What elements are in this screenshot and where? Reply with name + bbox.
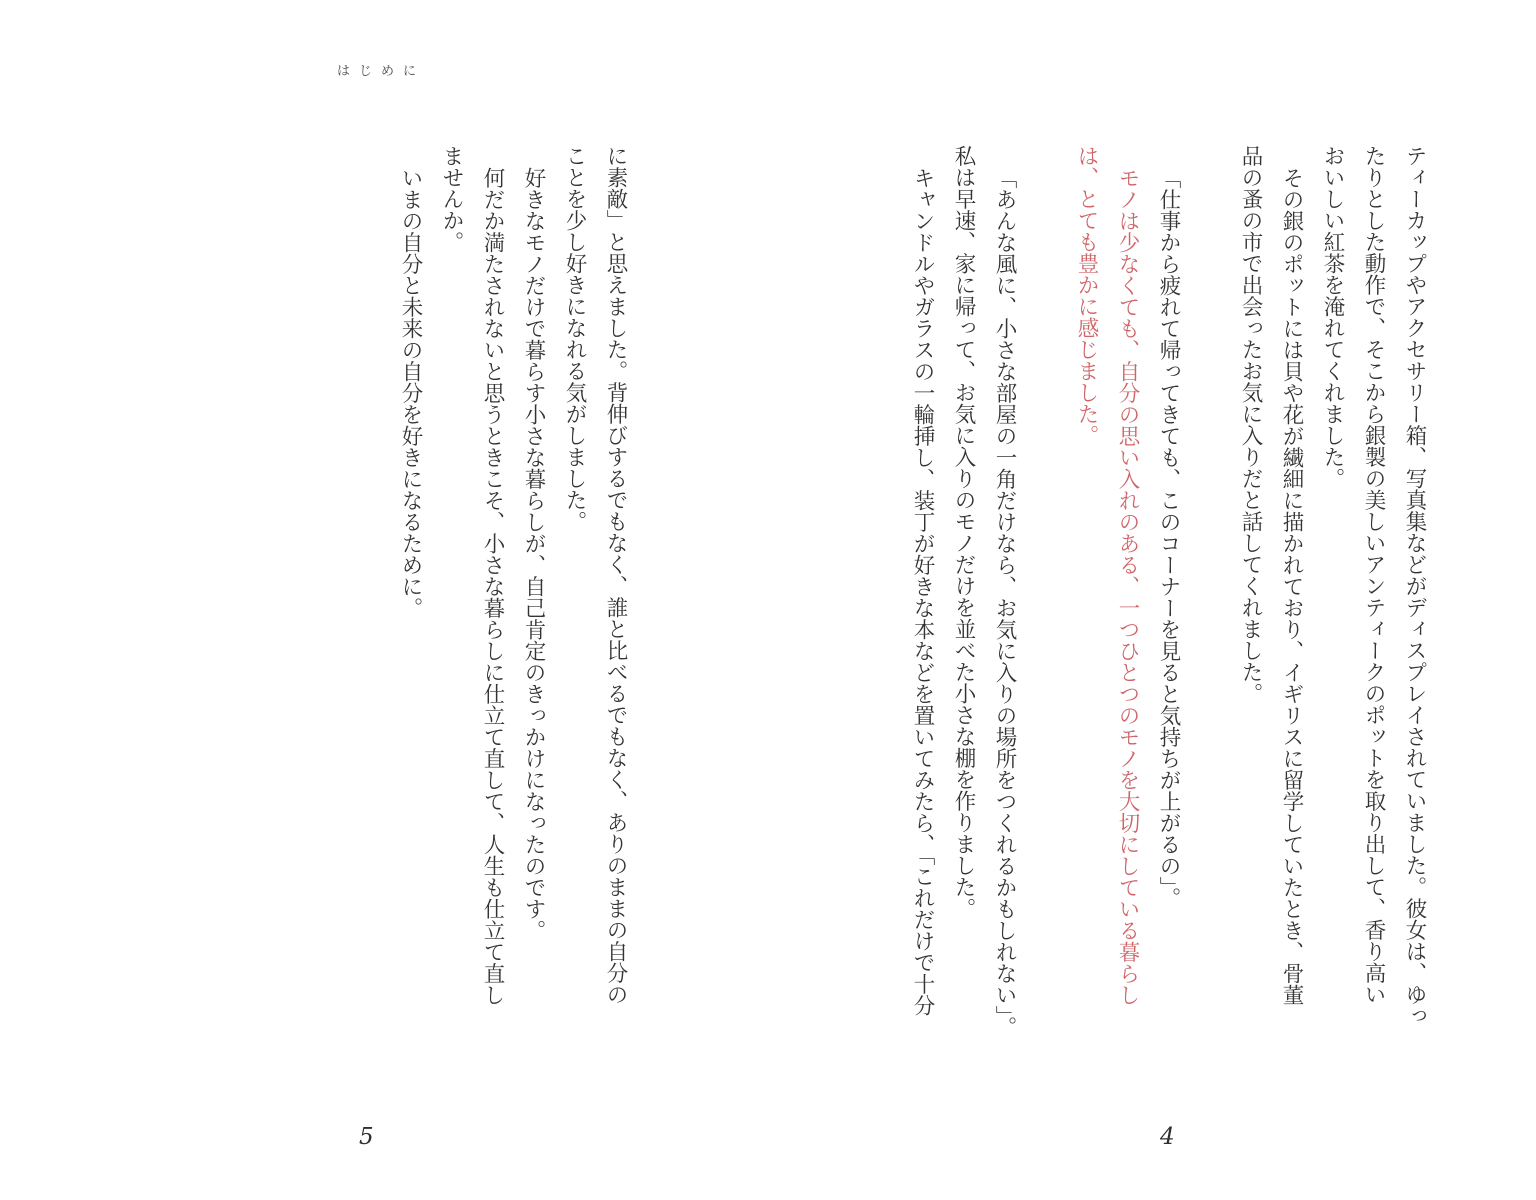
text-column: は、とても豊かに感じました。 (1075, 145, 1099, 446)
text-column: 私は早速、家に帰って、お気に入りのモノだけを並べた小さな棚を作りました。 (952, 145, 976, 919)
text-column: 好きなモノだけで暮らす小さな暮らしが、自己肯定のきっかけになったのです。 (522, 166, 546, 941)
text-column: おいしい紅茶を淹れてくれました。 (1321, 145, 1345, 489)
text-column: 「仕事から疲れて帰ってきても、このコーナーを見ると気持ちが上がるの」。 (1157, 166, 1181, 909)
text-column: 品の蚤の市で出会ったお気に入りだと話してくれました。 (1239, 145, 1263, 704)
right-page-text (902, 145, 1435, 1045)
text-column: 「あんな風に、小さな部屋の一角だけなら、お気に入りの場所をつくれるかもしれない」。 (993, 166, 1017, 1038)
text-column: キャンドルやガラスの一輪挿し、装丁が好きな本などを置いてみたら、「これだけで十分 (911, 166, 935, 1016)
page-number-right: 4 (1160, 1124, 1175, 1150)
left-page-text (390, 145, 636, 1045)
running-header: はじめに (337, 63, 426, 78)
text-column: その銀のポットには貝や花が繊細に描かれており、イギリスに留学していたとき、骨董 (1280, 166, 1304, 1005)
text-column: に素敵」と思えました。背伸びするでもなく、誰と比べるでもなく、ありのままの自分の (604, 145, 628, 1005)
text-column: たりとした動作で、そこから銀製の美しいアンティークのポットを取り出して、香り高い (1362, 145, 1386, 1005)
text-column: ませんか。 (440, 145, 464, 253)
text-column: 何だか満たされないと思うときこそ、小さな暮らしに仕立て直して、人生も仕立て直し (481, 166, 505, 1005)
page-number-left: 5 (359, 1124, 374, 1150)
text-column: ティーカップやアクセサリー箱、写真集などがディスプレイされていました。彼女は、ゆっ (1403, 145, 1427, 1027)
text-column: いまの自分と未来の自分を好きになるために。 (399, 166, 423, 618)
text-column: ことを少し好きになれる気がしました。 (563, 145, 587, 532)
text-column: モノは少なくても、自分の思い入れのある、一つひとつのモノを大切にしている暮らし (1116, 166, 1140, 1005)
